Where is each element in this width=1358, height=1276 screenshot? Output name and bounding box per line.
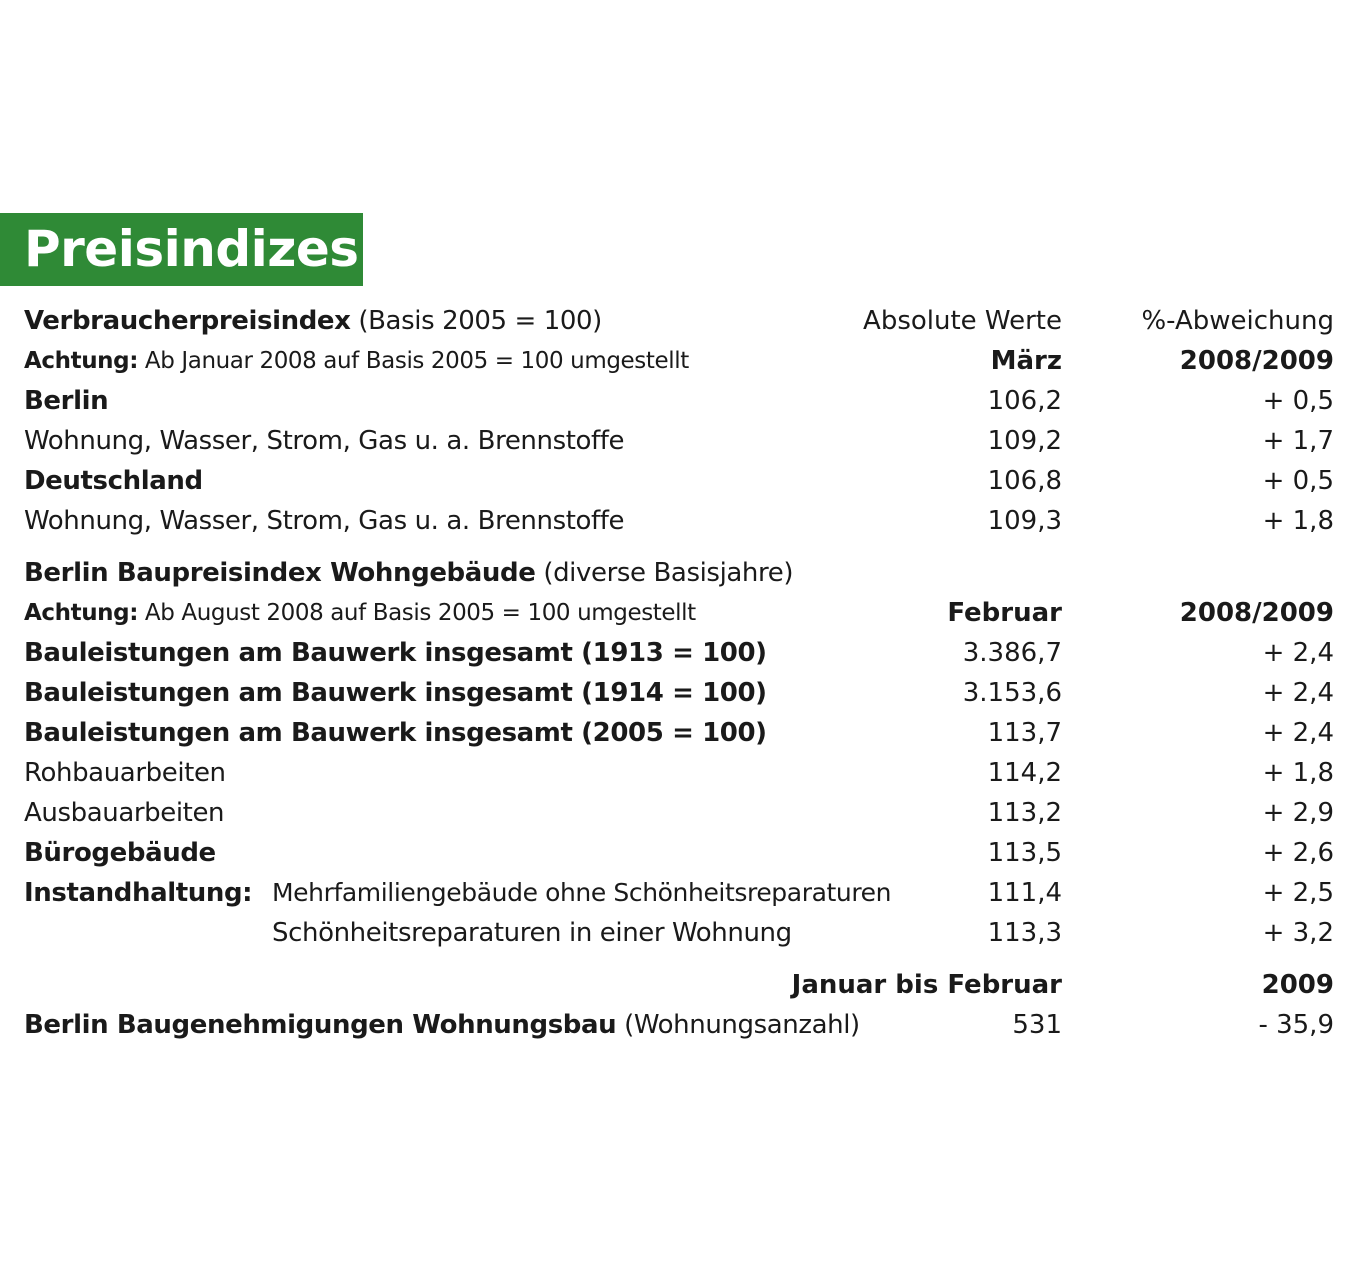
table-row [24, 793, 1334, 833]
table-row [24, 753, 1334, 793]
row-change: + 2,4 [1262, 718, 1334, 748]
row-change: + 2,4 [1262, 678, 1334, 708]
row-change: + 2,9 [1262, 798, 1334, 828]
vpi-heading-bold: Verbraucherpreisindex [24, 306, 351, 336]
table-row [24, 673, 1334, 713]
row-value: 113,3 [987, 918, 1062, 948]
page-title-banner [0, 213, 363, 286]
vpi-col1-period: März [990, 346, 1062, 376]
row-change: + 3,2 [1262, 918, 1334, 948]
row-label: Bauleistungen am Bauwerk insgesamt (1913 = 100) [24, 638, 767, 668]
vpi-heading-rest: (Basis 2005 = 100) [350, 306, 602, 336]
bpi-note [24, 593, 696, 633]
row-label: Rohbauarbeiten [24, 758, 226, 788]
row-value: 109,3 [987, 506, 1062, 536]
row-label: Wohnung, Wasser, Strom, Gas u. a. Brennstoffe [24, 506, 625, 536]
table-row [24, 421, 1334, 461]
bpi-col2-period: 2008/2009 [1179, 598, 1334, 628]
bg-period-row [24, 965, 1334, 1005]
bpi-col1-period: Februar [947, 598, 1062, 628]
bg-label-rest: (Wohnungsanzahl) [616, 1010, 860, 1040]
row-value: 109,2 [987, 426, 1062, 456]
bg-label-bold: Berlin Baugenehmigungen Wohnungsbau [24, 1010, 617, 1040]
row-value: 113,7 [987, 718, 1062, 748]
row-value: 113,2 [987, 798, 1062, 828]
row-value: 3.153,6 [962, 678, 1062, 708]
vpi-heading [24, 301, 602, 341]
row-change: + 1,8 [1262, 758, 1334, 788]
row-label: Wohnung, Wasser, Strom, Gas u. a. Brennstoffe [24, 426, 625, 456]
table-row [24, 461, 1334, 501]
row-value: 113,5 [987, 838, 1062, 868]
row-change: + 0,5 [1262, 466, 1334, 496]
bg-col1-period: Januar bis Februar [791, 970, 1062, 1000]
bg-label [24, 1005, 860, 1045]
row-label: Bauleistungen am Bauwerk insgesamt (2005 = 100) [24, 718, 767, 748]
row-change: + 2,4 [1262, 638, 1334, 668]
row-change: - 35,9 [1258, 1010, 1334, 1040]
vpi-note [24, 341, 689, 381]
table-row [24, 501, 1334, 541]
row-change: + 2,6 [1262, 838, 1334, 868]
table-row [24, 833, 1334, 873]
col2-header: %-Abweichung [1141, 306, 1334, 336]
bpi-heading-bold: Berlin Baupreisindex Wohngebäude [24, 558, 536, 588]
bpi-heading-rest: (diverse Basisjahre) [535, 558, 794, 588]
vpi-note-rest: Ab Januar 2008 auf Basis 2005 = 100 umgestellt [138, 348, 689, 374]
col1-header: Absolute Werte [863, 306, 1062, 336]
row-value: 531 [1012, 1010, 1062, 1040]
vpi-heading-row [24, 301, 1334, 341]
row-change: + 2,5 [1262, 878, 1334, 908]
row-value: 106,2 [987, 386, 1062, 416]
row-label: Schönheitsreparaturen in einer Wohnung [272, 918, 792, 948]
table-row [24, 633, 1334, 673]
row-change: + 1,8 [1262, 506, 1334, 536]
table-row [24, 713, 1334, 753]
vpi-note-bold: Achtung: [24, 348, 139, 374]
row-value: 114,2 [987, 758, 1062, 788]
vpi-col2-period: 2008/2009 [1179, 346, 1334, 376]
bpi-note-bold: Achtung: [24, 600, 139, 626]
table-row [24, 381, 1334, 421]
row-change: + 1,7 [1262, 426, 1334, 456]
row-value: 3.386,7 [962, 638, 1062, 668]
bpi-heading-row [24, 553, 1334, 593]
bpi-note-rest: Ab August 2008 auf Basis 2005 = 100 umgestellt [138, 600, 696, 626]
table-row [24, 873, 1334, 913]
vpi-note-row [24, 341, 1334, 381]
page-title: Preisindizes [24, 220, 359, 278]
bpi-heading [24, 553, 793, 593]
table-row [24, 913, 1334, 953]
table-row [24, 1005, 1334, 1045]
row-label: Mehrfamiliengebäude ohne Schönheitsreparaturen [272, 878, 892, 907]
row-label: Bauleistungen am Bauwerk insgesamt (1914 = 100) [24, 678, 767, 708]
row-value: 106,8 [987, 466, 1062, 496]
row-label: Deutschland [24, 466, 203, 496]
bg-col2-period: 2009 [1261, 970, 1334, 1000]
row-label: Berlin [24, 386, 109, 416]
row-change: + 0,5 [1262, 386, 1334, 416]
bpi-note-row [24, 593, 1334, 633]
row-value: 111,4 [987, 878, 1062, 908]
row-label: Ausbauarbeiten [24, 798, 225, 828]
instandhaltung-label: Instandhaltung: [24, 878, 253, 908]
row-label: Bürogebäude [24, 838, 216, 868]
